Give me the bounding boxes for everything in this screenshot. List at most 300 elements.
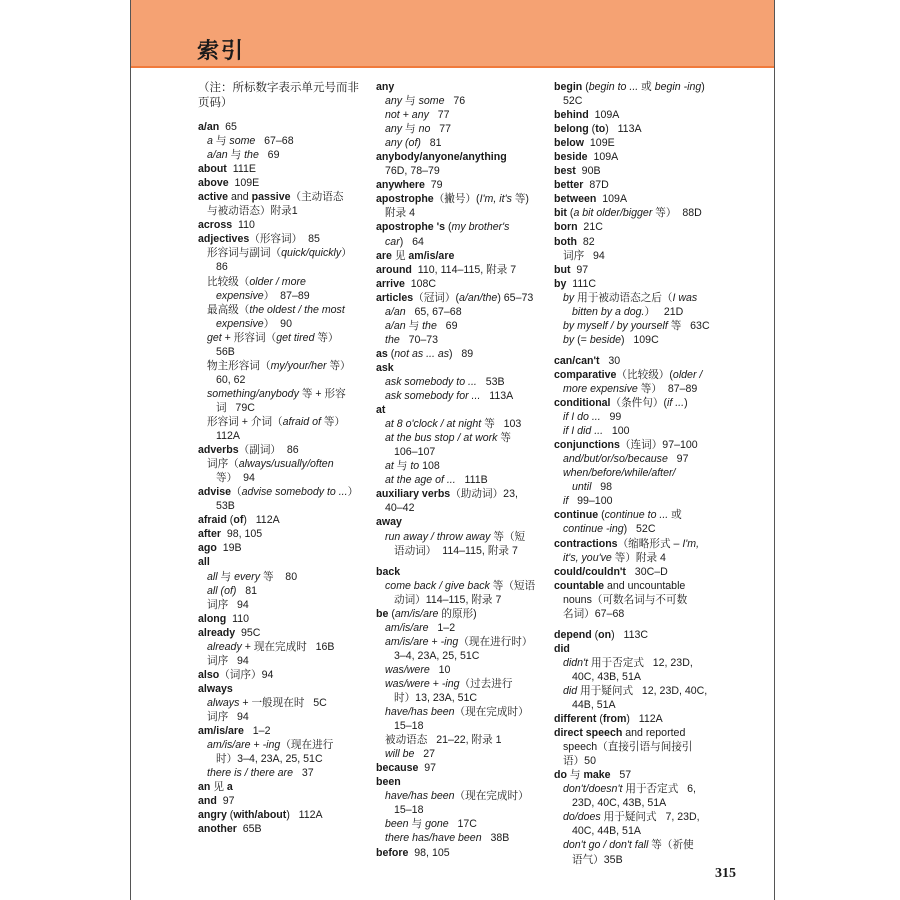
index-text: any: [376, 81, 395, 93]
index-text: active: [198, 191, 229, 204]
index-text: speech（直接引语与间接引: [563, 741, 693, 754]
index-text: 名词）67–68: [563, 607, 625, 620]
index-subentry: [198, 499, 368, 513]
index-subentry: [376, 677, 548, 691]
index-text: 69: [436, 319, 458, 332]
index-text: 等）: [320, 415, 346, 428]
index-subentry: [554, 452, 732, 466]
index-subentry: [198, 204, 368, 218]
index-subentry: [198, 710, 368, 724]
index-subentry: [554, 782, 732, 796]
index-entry: [554, 537, 732, 551]
index-subentry: [554, 824, 732, 838]
index-text: 形容词 + 介词（: [207, 415, 283, 428]
index-subentry: [376, 691, 548, 705]
index-text: 15–18: [394, 720, 424, 733]
index-text: 用于否定式 12, 23D,: [588, 656, 693, 669]
index-text: 57: [610, 769, 632, 782]
index-text: 76D, 78–79: [385, 165, 440, 178]
index-text: 词序 94: [207, 598, 249, 611]
index-text: 等): [511, 193, 529, 206]
index-text: 等）: [314, 331, 339, 344]
index-text: ） 90: [263, 317, 292, 330]
index-text: (=: [574, 333, 590, 346]
index-text: arrive: [376, 277, 405, 290]
index-text: 99: [600, 411, 622, 424]
index-entry: [198, 808, 368, 822]
index-text: at the age of ...: [385, 474, 456, 487]
index-text: +: [428, 635, 441, 648]
index-text: 1–2: [243, 725, 271, 738]
index-text: 附录 4: [385, 207, 416, 220]
index-text: any (of): [385, 137, 421, 150]
index-text: from: [602, 713, 627, 726]
index-text: contractions: [554, 537, 618, 550]
index-text: by: [554, 277, 567, 290]
index-entry: [554, 235, 732, 249]
index-text: 111E: [226, 163, 256, 176]
index-text: 111C: [566, 277, 597, 290]
index-text: 108C: [404, 277, 437, 290]
index-subentry: [554, 838, 732, 852]
index-text: if I do ...: [563, 411, 601, 424]
index-text: an: [198, 781, 211, 794]
index-subentry: [554, 466, 732, 480]
index-text: 10: [429, 663, 451, 676]
index-text: did: [563, 684, 578, 697]
index-text: be: [376, 607, 389, 620]
index-text: and: [198, 795, 217, 808]
index-text: across: [198, 219, 233, 232]
index-text: 109E: [584, 137, 615, 150]
index-subentry: [554, 656, 732, 670]
index-text: 98, 105: [220, 528, 263, 541]
index-text: （连词）97–100: [619, 439, 698, 452]
index-text: any: [385, 123, 403, 136]
index-text: continue to ...: [604, 509, 669, 522]
index-text: conditional: [554, 397, 611, 410]
index-text: ）: [347, 486, 359, 499]
index-text: ) 112A: [243, 514, 280, 527]
index-text: 38B: [481, 832, 510, 845]
index-text: at: [385, 460, 394, 473]
index-text: afraid of: [282, 415, 321, 428]
index-text: run away / throw away: [385, 530, 491, 543]
index-subentry: [376, 445, 548, 459]
index-subentry: [376, 94, 548, 108]
index-entry: [198, 527, 368, 541]
index-text: a/an: [198, 121, 220, 133]
index-text: bit: [554, 207, 567, 220]
index-text: 形容词与副词（: [207, 247, 282, 260]
index-subentry: [376, 501, 548, 515]
index-column-3: [554, 80, 732, 867]
index-text: to: [410, 460, 420, 473]
index-subentry: [376, 389, 548, 403]
index-text: anybody/anyone/anything: [376, 151, 507, 164]
index-entry: [198, 513, 368, 527]
index-text: 97: [418, 762, 437, 775]
index-entry: [554, 368, 732, 382]
index-text: 语气）35B: [572, 853, 623, 866]
index-gap: [554, 621, 732, 628]
index-subentry: [376, 649, 548, 663]
index-text: advise: [198, 486, 231, 499]
page-number: 315: [715, 866, 736, 881]
index-entry: [554, 206, 732, 220]
index-text: because: [376, 762, 419, 775]
index-text: 97: [570, 263, 589, 276]
index-text: 物主形容词（: [207, 359, 271, 372]
index-text: was/were: [385, 677, 430, 690]
index-text: 等 + 形容: [298, 387, 346, 400]
index-text: adjectives: [198, 233, 250, 246]
index-text: 与: [393, 460, 411, 473]
index-text: there has/have been: [385, 832, 482, 845]
index-text: ) 52C: [623, 523, 656, 536]
index-text: another: [198, 823, 237, 836]
index-text: + 一般现在时 5C: [239, 696, 327, 709]
index-text: conjunctions: [554, 439, 620, 452]
index-gap: [376, 558, 548, 565]
index-text: 与被动语态）附录1: [207, 205, 298, 218]
index-subentry: [376, 473, 548, 487]
index-text: apostrophe: [376, 193, 434, 206]
index-entry: [376, 487, 548, 501]
index-subentry: [376, 593, 548, 607]
index-entry: [376, 291, 548, 305]
index-text: 69: [258, 149, 280, 162]
index-text: older /: [672, 368, 703, 381]
index-subentry: [554, 494, 732, 508]
index-text: 77: [428, 109, 450, 122]
index-subentry: [554, 698, 732, 712]
index-text: 110: [226, 612, 250, 625]
index-entry: [376, 361, 548, 375]
index-text: been: [376, 776, 401, 789]
index-text: 77: [430, 123, 451, 136]
index-text: ask somebody for ...: [385, 390, 481, 403]
index-text: 53B: [476, 375, 505, 388]
index-text: 113A: [480, 390, 514, 403]
index-text: -ing: [262, 739, 281, 752]
index-text: -ing: [440, 635, 459, 648]
index-entry: [198, 232, 368, 246]
index-text: 98: [591, 481, 613, 494]
index-entry: [554, 164, 732, 178]
index-text: of: [233, 514, 244, 527]
index-text: 词 79C: [216, 401, 255, 414]
index-entry: [376, 761, 548, 775]
index-text: depend: [554, 628, 592, 641]
index-text: do/does: [563, 811, 601, 824]
index-text: 用于疑问式 12, 23D, 40C,: [577, 684, 708, 697]
index-text: 70–73: [399, 333, 439, 346]
index-entry: [198, 724, 368, 738]
index-text: 1–2: [428, 621, 456, 634]
index-subentry: [376, 206, 548, 220]
index-text: at: [376, 404, 386, 417]
index-subentry: [376, 136, 548, 150]
index-text: （主动语态: [290, 191, 344, 204]
index-text: am/is/are: [385, 621, 429, 634]
index-entry: [554, 354, 732, 368]
index-text: make: [583, 769, 611, 782]
index-subentry: [198, 387, 368, 401]
index-entry: [554, 277, 732, 291]
index-text: 比较级（: [207, 275, 250, 288]
index-text: (: [596, 713, 603, 726]
index-text: 词序 94: [207, 710, 249, 723]
index-text: 40C, 44B, 51A: [572, 825, 641, 838]
index-text: at 8 o'clock / at night: [385, 418, 482, 431]
index-text: 97: [667, 453, 689, 466]
index-text: 等（祈使: [648, 839, 694, 852]
index-text: 与: [402, 95, 419, 108]
index-text: am/is/are: [207, 739, 251, 752]
index-text: 用于疑问式 7, 23D,: [600, 811, 700, 824]
index-text: auxiliary verbs: [376, 488, 451, 501]
index-text: already: [198, 626, 236, 639]
index-text: ) 113C: [611, 628, 649, 641]
index-subentry: [198, 696, 368, 710]
index-text: a/an/the: [459, 291, 498, 304]
index-text: 等（短: [490, 530, 526, 543]
index-subentry: [198, 654, 368, 668]
index-text: (: [388, 607, 395, 620]
index-entry: [554, 712, 732, 726]
index-subentry: [376, 817, 548, 831]
index-subentry: [198, 246, 368, 260]
index-text: （助动词）23,: [450, 488, 518, 501]
index-text: some: [229, 135, 256, 148]
index-text: （现在完成时）: [454, 790, 529, 803]
index-text: +: [429, 677, 442, 690]
index-text: behind: [554, 109, 589, 122]
index-text: no: [418, 123, 431, 136]
index-text: ) 112A: [626, 713, 663, 726]
index-subentry: [198, 570, 368, 584]
index-subentry: [376, 789, 548, 803]
index-subentry: [376, 733, 548, 747]
index-text: 23D, 40C, 43B, 51A: [572, 797, 667, 810]
index-text: （形容词） 85: [249, 233, 320, 246]
index-text: but: [554, 263, 571, 276]
index-text: 90B: [575, 165, 601, 178]
index-entry: [198, 668, 368, 682]
index-subentry: [554, 424, 732, 438]
index-entry: [554, 122, 732, 136]
index-subentry: [554, 593, 732, 607]
index-text: all: [207, 570, 218, 583]
index-text: don't/doesn't: [563, 783, 623, 796]
index-text: 106–107: [394, 446, 436, 459]
index-text: always: [207, 696, 240, 709]
index-text: anywhere: [376, 179, 425, 192]
index-text: gone: [425, 818, 449, 831]
index-text: （比较级）(: [616, 368, 673, 381]
index-note: （注：所标数字表示单元号而非页码）: [198, 80, 359, 109]
index-entry: [554, 628, 732, 642]
index-entry: [554, 108, 732, 122]
index-subentry: [376, 122, 548, 136]
index-text: back: [376, 565, 401, 578]
index-text: 19B: [216, 542, 242, 555]
index-entry: [198, 218, 368, 232]
index-text: until: [572, 481, 592, 494]
index-text: also: [198, 668, 220, 681]
index-subentry: [198, 584, 368, 598]
index-text: （缩略形式 –: [617, 537, 683, 550]
index-text: have/has been: [385, 706, 455, 719]
index-text: ) 89: [449, 347, 474, 360]
index-column-1: [198, 80, 368, 836]
index-subentry: [198, 317, 368, 331]
index-text: 21C: [577, 221, 603, 234]
index-text: and: [228, 191, 252, 204]
index-entry: [198, 443, 368, 457]
index-text: apostrophe 's: [376, 221, 446, 234]
index-text: (: [226, 514, 234, 527]
index-text: a bit older/bigger: [573, 207, 653, 220]
index-subentry: [376, 305, 548, 319]
index-subentry: [198, 598, 368, 612]
index-text: 词序 94: [563, 249, 605, 262]
index-text: 与: [566, 769, 584, 782]
index-text: been: [385, 818, 409, 831]
index-entry: [376, 846, 548, 860]
index-text: already: [207, 640, 242, 653]
index-text: 76: [444, 95, 466, 108]
index-subentry: [376, 431, 548, 445]
index-entry: [198, 120, 368, 134]
index-subentry: [376, 705, 548, 719]
index-text: 与: [217, 570, 235, 583]
index-subentry: [376, 719, 548, 733]
index-subentry: [376, 164, 548, 178]
index-text: 109A: [588, 109, 620, 122]
index-text: am/is/are: [408, 249, 455, 262]
index-text: + 形容词（: [221, 331, 277, 344]
index-entry: [554, 579, 732, 593]
index-text: 110, 114–115, 附录 7: [411, 263, 517, 276]
index-text: 30C–D: [625, 565, 668, 578]
index-subentry: [198, 738, 368, 752]
index-text: after: [198, 528, 221, 541]
index-text: didn't: [563, 656, 588, 669]
index-text: adverbs: [198, 444, 239, 457]
index-text: 109A: [587, 151, 619, 164]
index-subentry: [554, 249, 732, 263]
index-text: 65: [219, 121, 237, 133]
index-subentry: [198, 331, 368, 345]
index-text: could/couldn't: [554, 565, 626, 578]
index-column-2: [376, 80, 548, 860]
index-subentry: [198, 457, 368, 471]
index-text: 等） 88D: [652, 207, 702, 220]
index-text: (: [598, 509, 605, 522]
index-subentry: [198, 148, 368, 162]
index-text: 与: [227, 149, 245, 162]
index-entry: [554, 438, 732, 452]
index-text: 44B, 51A: [572, 699, 616, 712]
index-text: begin to ...: [588, 81, 639, 93]
index-subentry: [376, 831, 548, 845]
index-text: between: [554, 193, 597, 206]
index-subentry: [376, 803, 548, 817]
index-text: 等 63C: [667, 319, 710, 332]
index-subentry: [198, 260, 368, 274]
index-subentry: [554, 754, 732, 768]
index-subentry: [198, 752, 368, 766]
index-entry: [376, 178, 548, 192]
index-text: older / more: [249, 275, 306, 288]
index-entry: [198, 822, 368, 836]
index-text: 100: [603, 425, 630, 438]
index-entry: [376, 277, 548, 291]
index-text: 98, 105: [408, 846, 450, 859]
index-entry: [198, 780, 368, 794]
index-text: 86: [216, 261, 228, 274]
index-subentry: [376, 544, 548, 558]
index-subentry: [554, 551, 732, 565]
index-subentry: [198, 359, 368, 373]
index-text: about: [198, 163, 227, 176]
index-text: can/can't: [554, 354, 600, 367]
index-entry: [376, 347, 548, 361]
index-text: 81: [420, 137, 442, 150]
index-text: (: [566, 207, 574, 220]
index-subentry: [554, 305, 732, 319]
index-entry: [554, 178, 732, 192]
index-subentry: [376, 747, 548, 761]
index-text: come back / give back: [385, 579, 490, 592]
index-entry: [376, 220, 548, 234]
index-text: 81: [236, 584, 258, 597]
index-text: when/before/while/after/: [563, 467, 676, 480]
index-text: afraid: [198, 514, 227, 527]
index-text: nouns（可数名词与不可数: [563, 593, 688, 606]
index-text: a/an: [207, 149, 228, 162]
index-text: always: [198, 682, 233, 695]
index-text: belong: [554, 123, 589, 136]
index-text: as: [376, 347, 388, 360]
index-text: 见: [391, 249, 409, 262]
index-subentry: [376, 459, 548, 473]
index-gap: [554, 347, 732, 354]
index-text: ） 21D: [644, 305, 684, 318]
index-text: better: [554, 179, 584, 192]
index-subentry: [198, 289, 368, 303]
index-entry: [198, 176, 368, 190]
index-subentry: [198, 275, 368, 289]
index-text: it's, you've: [563, 551, 612, 564]
index-subentry: [554, 670, 732, 684]
index-text: 时）3–4, 23A, 25, 51C: [216, 753, 323, 766]
index-text: do: [554, 769, 567, 782]
index-text: quick/quickly: [281, 247, 342, 260]
index-text: around: [376, 263, 412, 276]
index-text: advise somebody to ...: [241, 486, 348, 499]
index-text: 与: [405, 319, 423, 332]
index-text: 52C: [563, 95, 583, 108]
index-text: the: [244, 149, 259, 162]
index-text: on: [598, 628, 612, 641]
index-text: 词序（: [207, 458, 239, 471]
index-text: 30: [599, 354, 621, 367]
index-text: get tired: [276, 331, 315, 344]
index-text: ): [701, 81, 705, 93]
